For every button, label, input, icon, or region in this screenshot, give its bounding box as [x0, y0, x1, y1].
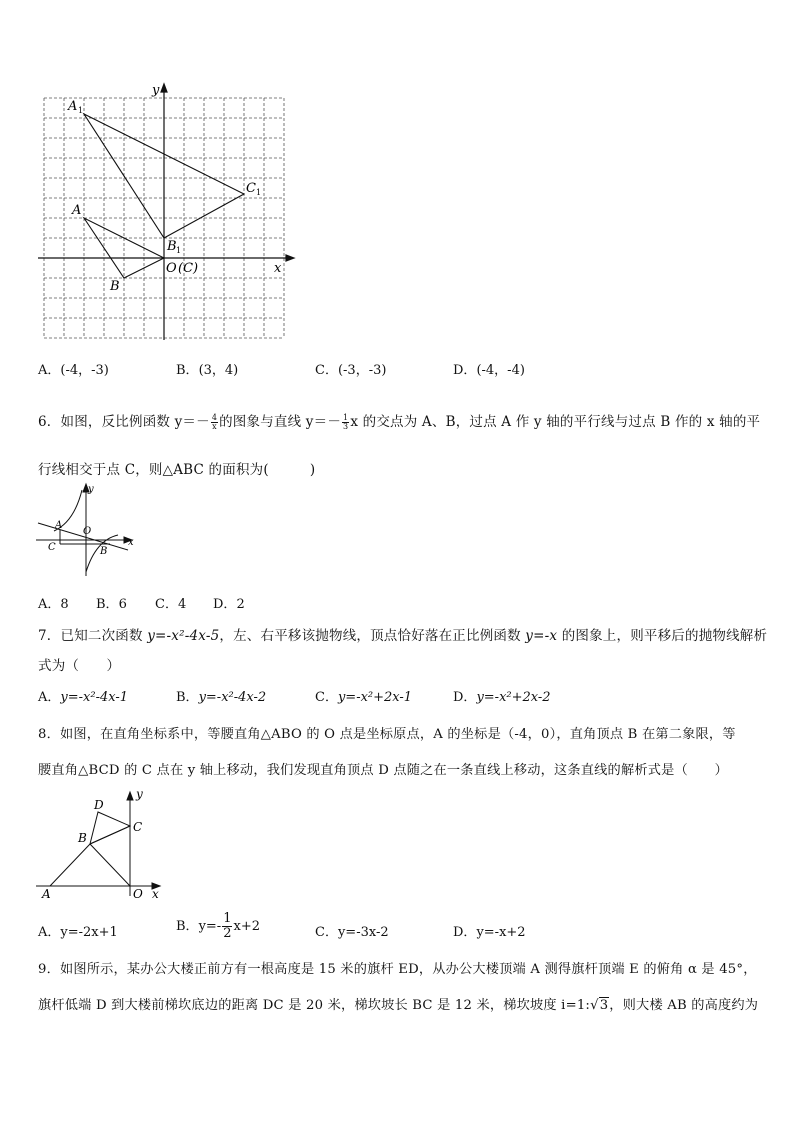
- q7-question-line2: 式为（ ）: [38, 658, 121, 674]
- q9-question-line1: 9．如图所示，某办公大楼正前方有一根高度是 15 米的旗杆 ED，从办公大楼顶端 A 测得旗杆顶端 E 的俯角 α 是 45°，: [38, 962, 757, 977]
- q8-option-c: C．y=-3x-2: [315, 925, 389, 940]
- q5-option-b: B．(3，4): [176, 363, 239, 378]
- q8-graph-label-a: A: [42, 887, 51, 900]
- q6-graph-label-b: B: [100, 546, 108, 557]
- label-c1: C: [246, 181, 256, 196]
- q6-graph-label-y: y: [88, 484, 94, 495]
- q6-option-c: C．4: [155, 597, 187, 612]
- q8-option-b: B．y=- $\frac{1}{2}$ x+2: [176, 911, 260, 941]
- label-oc: (C): [178, 261, 199, 276]
- q6-graph-label-o: O: [83, 526, 92, 537]
- axis-label-y: y: [152, 83, 160, 98]
- q5-option-d: D．(-4，-4): [453, 363, 525, 378]
- q5-option-c: C．(-3，-3): [315, 363, 387, 378]
- label-c1-sub: 1: [256, 188, 262, 197]
- q7-option-d: D．y=-x²+2x-2: [453, 690, 551, 705]
- q5-option-a: A．(-4，-3): [38, 363, 109, 378]
- q7-option-c: C．y=-x²+2x-1: [315, 690, 413, 705]
- label-b1-sub: 1: [176, 246, 182, 255]
- label-b: B: [110, 279, 120, 294]
- q8-graph-label-d: D: [94, 798, 104, 812]
- q8-graph-label-c: C: [133, 820, 143, 834]
- figure-grid-triangles: [38, 80, 300, 342]
- q8-graph-label-y: y: [136, 787, 143, 801]
- q6-question-line2: 行线相交于点 C，则△ABC 的面积为( ): [38, 462, 316, 478]
- q8-question-line1: 8．如图，在直角坐标系中，等腰直角△ABO 的 O 点是坐标原点，A 的坐标是（-4，0），直角顶点 B 在第二象限，等: [38, 727, 736, 742]
- q8-graph-label-x: x: [152, 887, 159, 900]
- q7-option-a: A．y=-x²-4x-1: [38, 690, 128, 705]
- figure-isosceles-right-triangles: [36, 784, 164, 900]
- q9-question-line2: 旗杆低端 D 到大楼前梯坎底边的距离 DC 是 20 米，梯坎坡长 BC 是 12 米，梯坎坡度 i=1:√3，则大楼 AB 的高度约为: [38, 998, 759, 1013]
- q6-graph-label-c: C: [48, 542, 56, 553]
- q6-graph-label-x: x: [128, 537, 134, 548]
- label-b1: B: [167, 239, 177, 254]
- q9-sqrt-3: √3: [590, 998, 609, 1013]
- q8-graph-label-b: B: [78, 831, 87, 845]
- q8-option-d: D．y=-x+2: [453, 925, 526, 940]
- q8-fraction-1-over-2: $\frac{1}{2}$: [223, 911, 232, 941]
- q8-question-line2: 腰直角△BCD 的 C 点在 y 轴上移动，我们发现直角顶点 D 点随之在一条直线上移动，这条直线的解析式是（ ）: [38, 763, 729, 778]
- figure-hyperbola-line: [36, 482, 140, 578]
- label-a: A: [72, 203, 82, 218]
- q6-graph-label-a: A: [55, 520, 63, 531]
- label-a1: A: [68, 99, 78, 114]
- q6-option-d: D．2: [213, 597, 245, 612]
- axis-label-x: x: [274, 261, 282, 276]
- q7-option-b: B．y=-x²-4x-2: [176, 690, 267, 705]
- q6-fraction-1-over-3: $\frac{1}{3}$: [343, 413, 349, 431]
- label-a1-sub: 1: [78, 106, 84, 115]
- q6-option-b: B．6: [96, 597, 127, 612]
- q8-graph-label-o: O: [133, 887, 143, 900]
- q6-fraction-4-over-x: $\frac{4}{x}$: [211, 413, 218, 431]
- q8-option-a: A．y=-2x+1: [38, 925, 118, 940]
- q7-question-line1: 7．已知二次函数 y=-x²-4x-5，左、右平移该抛物线，顶点恰好落在正比例函数 y=-x 的图象上，则平移后的抛物线解析: [38, 628, 768, 644]
- q6-question-line1: 6．如图，反比例函数 y＝－ $\frac{4}{x}$ 的图象与直线 y＝－ $\frac{1}{3}$ x 的交点为 A、B，过点 A 作 y 轴的平行线与过点 B 作的 x 轴的平: [38, 413, 761, 431]
- label-o: O: [166, 261, 177, 276]
- q6-option-a: A．8: [38, 597, 69, 612]
